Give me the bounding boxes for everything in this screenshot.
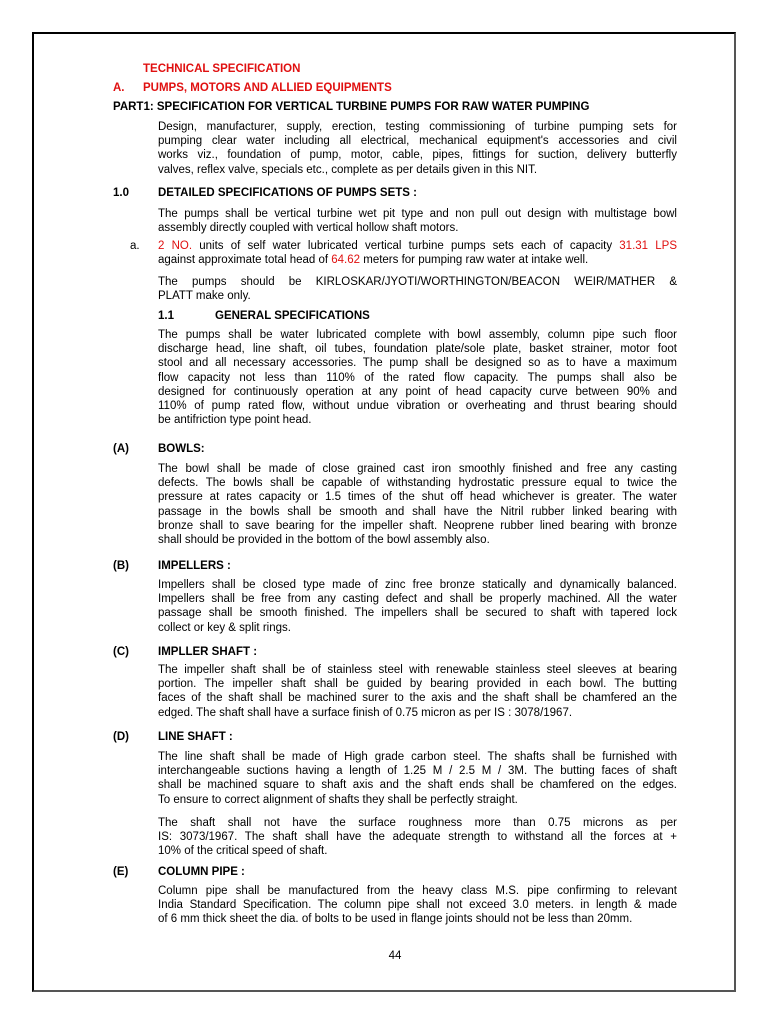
- item-a-marker: a.: [130, 240, 140, 252]
- section-b-impellers-number: (B): [113, 560, 129, 572]
- section-c-shaft-number: (C): [113, 646, 129, 658]
- section-1-0-title: DETAILED SPECIFICATIONS OF PUMPS SETS :: [158, 187, 417, 199]
- column-pipe-paragraph: Column pipe shall be manufactured from the heavy class M.S. pipe confirming to relevant India Standard Specification. The column pipe shall not exceed 3.0 meters. in length & made of 6 mm thick sheet the dia. of bolts to be used in flange joints should not be less than 20mm.: [158, 885, 677, 926]
- impellers-paragraph: Impellers shall be closed type made of zinc free bronze statically and dynamically balanced. Impellers shall be free from any casting defect and shall be properly machined. All the water passage shall be smooth finished. The impellers shall be secured to shaft with tapered lock collect or key & split rings.: [158, 579, 677, 634]
- section-d-line-shaft-title: LINE SHAFT :: [158, 731, 233, 743]
- section-1-0-paragraph: The pumps shall be vertical turbine wet pit type and non pull out design with multistage bowl assembly directly coupled with vertical hollow shaft motors.: [158, 208, 677, 235]
- page-number: 44: [388, 950, 402, 962]
- section-a-title: PUMPS, MOTORS AND ALLIED EQUIPMENTS: [143, 82, 392, 94]
- section-1-1-paragraph: The pumps shall be water lubricated complete with bowl assembly, column pipe such floor discharge head, line shaft, oil tubes, foundation plate/sole plate, basket strainer, motor foot stool and all necessary accessories. The pump shall be designed so as to have a maximum flow capacity not less than 110% of the rated flow capacity. The pumps shall also be designed for continuously operation at any point of head capacity curve between 90% and 110% of pump rated flow, without undue vibration or overheating and thrust bearing should be antifriction type point head.: [158, 329, 677, 427]
- intro-paragraph: Design, manufacturer, supply, erection, testing commissioning of turbine pumping sets for pumping clear water including all electrical, mechanical equipment's accessories and civil works viz., foundation of pump, motor, cable, pipes, fittings for suction, delivery butterfly valves, reflex valve, specials etc., complete as per details given in this NIT.: [158, 121, 677, 176]
- part1-heading: PART1: SPECIFICATION FOR VERTICAL TURBINE PUMPS FOR RAW WATER PUMPING: [113, 101, 590, 113]
- section-a-bowls-number: (A): [113, 443, 129, 455]
- section-e-column-pipe-title: COLUMN PIPE :: [158, 866, 245, 878]
- section-1-1-title: GENERAL SPECIFICATIONS: [215, 310, 370, 322]
- impeller-shaft-paragraph: The impeller shaft shall be of stainless steel with renewable stainless steel sleeves at bearing portion. The impeller shaft shall be guided by bearing provided in each bowl. The butting faces of the shaft shall be machined surer to the axis and the shaft shall be chamfered an the edged. The shaft shall have a surface finish of 0.75 micron as per IS : 3078/1967.: [158, 664, 677, 719]
- item-a-quantity: 2 NO.: [158, 240, 193, 252]
- line-shaft-paragraph-1: The line shaft shall be made of High grade carbon steel. The shafts shall be furnished with interchangeable suctions having a length of 1.25 M / 2.5 M / 3M. The butting faces of shaft shall be machined square to shaft axis and the shaft ends shall be chamfered on the edges. To ensure to correct alignment of shafts they shall be perfectly straight.: [158, 751, 677, 806]
- section-c-shaft-title: IMPLLER SHAFT :: [158, 646, 258, 658]
- section-b-impellers-title: IMPELLERS :: [158, 560, 231, 572]
- item-a-paragraph: 2 NO. units of self water lubricated vertical turbine pumps sets each of capacity 31.31 LPS against approximate total head of 64.62 meters for pumping raw water at intake well.: [158, 240, 677, 267]
- section-e-column-pipe-number: (E): [113, 866, 129, 878]
- heading-technical-specification: TECHNICAL SPECIFICATION: [143, 63, 301, 75]
- line-shaft-paragraph-2: The shaft shall not have the surface roughness more than 0.75 microns as per IS: 3073/1967. The shaft shall have the adequate strength to withstand all the forces at + 10% of the critical speed of shaft.: [158, 817, 677, 858]
- section-1-1-number: 1.1: [158, 310, 174, 322]
- item-a-head: 64.62: [331, 254, 361, 267]
- section-1-0-number: 1.0: [113, 187, 129, 199]
- section-a-number: A.: [113, 82, 125, 94]
- item-a-capacity: 31.31 LPS: [619, 240, 677, 252]
- pump-make-paragraph: The pumps should be KIRLOSKAR/JYOTI/WORTHINGTON/BEACON WEIR/MATHER & PLATT make only.: [158, 276, 677, 303]
- section-d-line-shaft-number: (D): [113, 731, 129, 743]
- bowls-paragraph: The bowl shall be made of close grained cast iron smoothly finished and free any casting defects. The bowls shall be capable of withstanding hydrostatic pressure equal to twice the pressure at rates capacity or 1.5 times of the shut off head whichever is greater. The water passage in the bowls shall be smooth and shall have the Nitril rubber linked bearing with bronze shall to save bearing for the impeller shaft. Neoprene rubber lined bearing with bronze shall should be provided in the bottom of the bowl assembly also.: [158, 463, 677, 546]
- section-a-bowls-title: BOWLS:: [158, 443, 205, 455]
